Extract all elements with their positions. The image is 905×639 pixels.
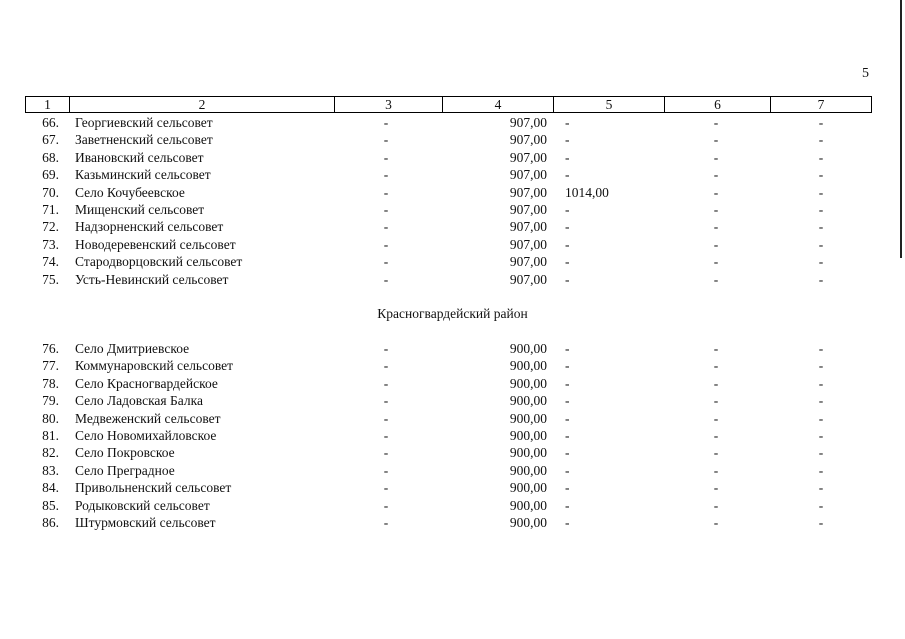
col6-value: - — [713, 219, 719, 235]
col6-value: - — [713, 428, 719, 443]
settlement-name: Новодеревенский сельсовет — [75, 236, 236, 252]
row-number: 67. — [42, 132, 59, 148]
header-cell-7: 7 — [770, 97, 871, 112]
col4-value: 900,00 — [509, 410, 547, 426]
col3-value: - — [383, 341, 389, 356]
row-number: 78. — [42, 375, 59, 391]
col3-value: - — [383, 254, 389, 270]
col6-value: - — [713, 480, 719, 496]
row-number: 66. — [42, 115, 59, 130]
settlement-name: Надзорненский сельсовет — [75, 219, 224, 235]
col5-value: - — [565, 515, 570, 530]
table-row — [25, 114, 872, 131]
col7-value: - — [818, 393, 824, 409]
table-row — [25, 236, 872, 253]
settlement-name: Казьминский сельсовет — [75, 167, 211, 183]
col7-value: - — [818, 115, 824, 130]
table-row — [25, 410, 872, 427]
settlement-name: Родыковский сельсовет — [75, 497, 210, 513]
col5-value: - — [565, 358, 570, 374]
settlement-name: Село Ладовская Балка — [75, 393, 203, 409]
col6-value: - — [713, 445, 719, 461]
col7-value: - — [818, 462, 824, 478]
col3-value: - — [383, 167, 389, 183]
header-cell-3: 3 — [334, 97, 442, 112]
col4-value: 907,00 — [509, 115, 547, 130]
col3-value: - — [383, 236, 389, 252]
col4-value: 900,00 — [509, 358, 547, 374]
col4-value: 900,00 — [509, 393, 547, 409]
col3-value: - — [383, 393, 389, 409]
col7-value: - — [818, 497, 824, 513]
col5-value: - — [565, 375, 570, 391]
row-number: 69. — [42, 167, 59, 183]
col7-value: - — [818, 236, 824, 252]
settlement-name: Стародворцовский сельсовет — [75, 254, 243, 270]
col5-value: - — [565, 480, 570, 496]
settlement-name: Село Дмитриевское — [75, 341, 190, 356]
col3-value: - — [383, 480, 389, 496]
col6-value: - — [713, 393, 719, 409]
col3-value: - — [383, 184, 389, 200]
col6-value: - — [713, 184, 719, 200]
col3-value: - — [383, 271, 389, 287]
row-number: 72. — [42, 219, 59, 235]
col5-value: - — [565, 410, 570, 426]
settlement-name: Медвеженский сельсовет — [75, 410, 221, 426]
table-row — [25, 201, 872, 218]
table-row — [25, 149, 872, 166]
table-row — [25, 497, 872, 514]
settlement-name: Село Преградное — [75, 462, 175, 478]
header-cell-6: 6 — [664, 97, 770, 112]
col4-value: 900,00 — [509, 445, 547, 461]
col3-value: - — [383, 219, 389, 235]
col5-value: - — [565, 271, 570, 287]
page-edge-line — [900, 0, 902, 258]
col3-value: - — [383, 497, 389, 513]
settlement-name: Усть-Невинский сельсовет — [75, 271, 229, 287]
col7-value: - — [818, 515, 824, 530]
col5-value: - — [565, 462, 570, 478]
col6-value: - — [713, 410, 719, 426]
table-row — [25, 444, 872, 461]
col5-value: - — [565, 341, 570, 356]
row-number: 77. — [42, 358, 59, 374]
col5-value: - — [565, 445, 570, 461]
settlement-name: Заветненский сельсовет — [75, 132, 213, 148]
col3-value: - — [383, 115, 389, 130]
col5-value: - — [565, 393, 570, 409]
col6-value: - — [713, 202, 719, 217]
col6-value: - — [713, 462, 719, 478]
col7-value: - — [818, 184, 824, 200]
col4-value: 907,00 — [509, 236, 547, 252]
header-cell-5: 5 — [553, 97, 664, 112]
col3-value: - — [383, 462, 389, 478]
col6-value: - — [713, 271, 719, 287]
col6-value: - — [713, 115, 719, 130]
col7-value: - — [818, 445, 824, 461]
col7-value: - — [818, 202, 824, 217]
col4-value: 900,00 — [509, 462, 547, 478]
col7-value: - — [818, 149, 824, 165]
row-number: 70. — [42, 184, 59, 200]
row-number: 82. — [42, 445, 59, 461]
settlement-name: Коммунаровский сельсовет — [75, 358, 234, 374]
col6-value: - — [713, 132, 719, 148]
table-header-row — [25, 96, 872, 113]
col5-value: - — [565, 219, 570, 235]
row-number: 79. — [42, 393, 59, 409]
col4-value: 900,00 — [509, 497, 547, 513]
col7-value: - — [818, 271, 824, 287]
settlement-name: Село Новомихайловское — [75, 428, 217, 443]
col3-value: - — [383, 132, 389, 148]
col6-value: - — [713, 341, 719, 356]
col4-value: 907,00 — [509, 149, 547, 165]
col4-value: 900,00 — [509, 428, 547, 443]
col7-value: - — [818, 410, 824, 426]
col5-value: - — [565, 132, 570, 148]
col3-value: - — [383, 445, 389, 461]
col5-value: - — [565, 254, 570, 270]
col5-value: - — [565, 202, 570, 217]
col4-value: 907,00 — [509, 219, 547, 235]
table-row — [25, 427, 872, 444]
col7-value: - — [818, 358, 824, 374]
col3-value: - — [383, 515, 389, 530]
col5-value: - — [565, 149, 570, 165]
col5-value: - — [565, 497, 570, 513]
col6-value: - — [713, 515, 719, 530]
col3-value: - — [383, 410, 389, 426]
page-number: 5 — [862, 66, 869, 81]
col4-value: 907,00 — [509, 132, 547, 148]
col5-value: - — [565, 115, 570, 130]
row-number: 74. — [42, 254, 59, 270]
col3-value: - — [383, 375, 389, 391]
row-number: 81. — [42, 428, 59, 443]
col6-value: - — [713, 236, 719, 252]
table-row — [25, 131, 872, 148]
settlement-name: Георгиевский сельсовет — [75, 115, 213, 130]
col4-value: 907,00 — [509, 271, 547, 287]
col4-value: 907,00 — [509, 184, 547, 200]
row-number: 80. — [42, 410, 59, 426]
settlement-name: Ивановский сельсовет — [75, 149, 204, 165]
table-row — [25, 479, 872, 496]
table-row — [25, 218, 872, 235]
col7-value: - — [818, 375, 824, 391]
settlement-name: Село Красногвардейское — [75, 375, 218, 391]
col4-value: 900,00 — [509, 341, 547, 356]
settlement-name: Село Кочубеевское — [75, 184, 185, 200]
settlement-name: Село Покровское — [75, 445, 175, 461]
header-cell-4: 4 — [442, 97, 553, 112]
col4-value: 907,00 — [509, 202, 547, 217]
row-number: 76. — [42, 341, 59, 356]
table-row — [25, 392, 872, 409]
col3-value: - — [383, 428, 389, 443]
col5-value: - — [565, 428, 570, 443]
settlement-name: Привольненский сельсовет — [75, 480, 232, 496]
col5-value: - — [565, 236, 570, 252]
col5-value: - — [565, 167, 570, 183]
col7-value: - — [818, 428, 824, 443]
col7-value: - — [818, 254, 824, 270]
table-row — [25, 375, 872, 392]
header-cell-1: 1 — [44, 97, 51, 112]
table-row — [25, 184, 872, 201]
table-row — [25, 357, 872, 374]
settlement-name: Штурмовский сельсовет — [75, 515, 216, 530]
row-number: 84. — [42, 480, 59, 496]
col7-value: - — [818, 341, 824, 356]
col4-value: 900,00 — [509, 480, 547, 496]
table-row — [25, 253, 872, 270]
col6-value: - — [713, 358, 719, 374]
settlement-name: Мищенский сельсовет — [75, 202, 205, 217]
row-number: 73. — [42, 236, 59, 252]
col7-value: - — [818, 219, 824, 235]
col3-value: - — [383, 149, 389, 165]
col7-value: - — [818, 480, 824, 496]
row-number: 68. — [42, 149, 59, 165]
col6-value: - — [713, 254, 719, 270]
table-row — [25, 462, 872, 479]
table-row — [25, 271, 872, 288]
district-heading: Красногвардейский район — [377, 306, 528, 321]
col4-value: 900,00 — [509, 375, 547, 391]
col6-value: - — [713, 375, 719, 391]
col7-value: - — [818, 132, 824, 148]
col4-value: 900,00 — [509, 515, 547, 530]
col4-value: 907,00 — [509, 254, 547, 270]
table-row — [25, 514, 872, 531]
col3-value: - — [383, 202, 389, 217]
row-number: 71. — [42, 202, 59, 217]
table-row — [25, 340, 872, 357]
col4-value: 907,00 — [509, 167, 547, 183]
table-row — [25, 166, 872, 183]
col6-value: - — [713, 149, 719, 165]
col7-value: - — [818, 167, 824, 183]
row-number: 85. — [42, 497, 59, 513]
row-number: 86. — [42, 515, 59, 530]
header-cell-2: 2 — [69, 97, 334, 112]
col6-value: - — [713, 497, 719, 513]
col3-value: - — [383, 358, 389, 374]
col6-value: - — [713, 167, 719, 183]
row-number: 83. — [42, 462, 59, 478]
row-number: 75. — [42, 271, 59, 287]
col5-value: 1014,00 — [565, 184, 609, 200]
